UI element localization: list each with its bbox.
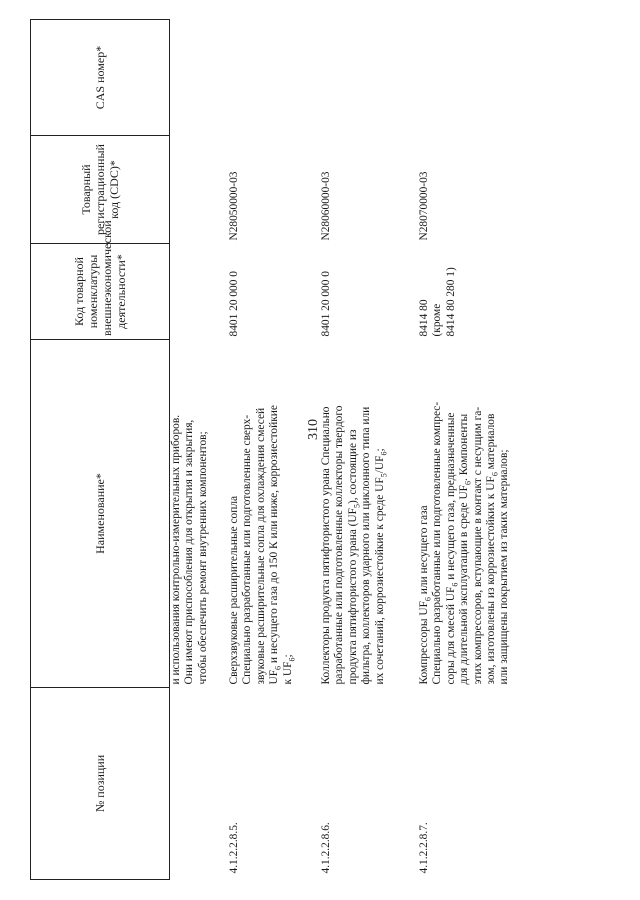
row-number: 4.1.2.2.8.6.: [320, 822, 332, 874]
description-line: их сочетаний, коррозиестойкие к среде $UF_5/UF_6$;: [373, 448, 388, 685]
description-line: Специально разработанные или подготовленные сверх-: [241, 414, 254, 685]
code-line: (кроме: [431, 303, 444, 337]
row-tnved-code: 8401 20 000 0: [228, 271, 240, 337]
description-line: зом, изготовлены из коррозиестойких к $UF_6$ материалов: [485, 413, 500, 685]
description-line: соры для смесей $UF_6$ и несущего газа, предназначенные: [444, 412, 460, 685]
code-line: 8414 80 280 1): [444, 267, 457, 337]
row-cas: [418, 20, 528, 136]
row-description: [418, 340, 528, 688]
header-position: № позиции: [31, 688, 170, 880]
control-list-table: [30, 19, 528, 880]
row-cas: [170, 20, 229, 136]
row-number: 4.1.2.2.8.7.: [418, 822, 430, 874]
description-line: к $UF_6$;: [281, 654, 296, 685]
description-line: $UF_6$ и несущего газа до 150 К или ниже, коррозиестойкие: [268, 405, 283, 685]
description-line: Они имеют приспособления для открытия и закрытия,: [183, 419, 196, 685]
description-line: чтобы обеспечить ремонт внутренних компонентов;: [196, 431, 209, 685]
page-number: 310: [306, 419, 321, 440]
description-line: фильтра, коллекторов ударного или циклонного типа или: [360, 406, 373, 685]
header-cdc: Товарный регистрационный код (CDC)*: [31, 136, 170, 244]
description-line: Специально разработанные или подготовленные компрес-: [431, 401, 444, 685]
row-description: [170, 340, 229, 688]
header-cas: CAS номер*: [31, 20, 170, 136]
header-tnved-code: Код товарной номенклатуры внешнеэкономической деятельности*: [31, 244, 170, 340]
row-cdc: N28060000-03: [320, 171, 332, 241]
code-line: 8414 80: [418, 299, 430, 337]
table-row: [418, 20, 528, 880]
row-number: 4.1.2.2.8.5.: [228, 822, 240, 874]
row-description: [228, 340, 320, 688]
row-tnved-code: [418, 244, 528, 340]
description-line: или защищены покрытием из таких материалов;: [498, 449, 511, 685]
row-cdc: N28050000-03: [228, 171, 240, 241]
description-line: этих компрессоров, вступающие в контакт с несущим га-: [471, 406, 484, 685]
row-tnved-code: 8401 20 000 0: [320, 271, 332, 337]
table-row: [320, 20, 418, 880]
header-name: Наименование*: [31, 340, 170, 688]
row-number: [170, 688, 229, 880]
table-header-row: [31, 20, 170, 880]
item-title: Коллекторы продукта пятифтористого урана Специально: [320, 406, 332, 685]
rotated-page: [30, 20, 630, 880]
table-row: [170, 20, 229, 880]
row-cdc: N28070000-03: [418, 171, 430, 241]
description-line: продукта пятифтористого урана $(UF_5)$, состоящие из: [346, 429, 362, 685]
row-tnved-code: [170, 244, 229, 340]
item-title: Компрессоры $UF_6$ или несущего газа: [418, 505, 433, 685]
item-title: Сверхзвуковые расширительные сопла: [228, 495, 240, 685]
row-cdc: [170, 136, 229, 244]
row-description: [320, 340, 418, 688]
description-line: звуковые расширительные сопла для охлаждения смесей: [254, 407, 267, 685]
description-line: для длительной эксплуатации в среде $UF_6$. Компоненты: [458, 413, 473, 685]
description-line: разработанные или подготовленные коллекторы твердого: [333, 405, 346, 685]
description-line: и использования контрольно-измерительных приборов.: [170, 414, 182, 685]
row-cas: [228, 20, 320, 136]
table-row: [228, 20, 320, 880]
row-cas: [320, 20, 418, 136]
